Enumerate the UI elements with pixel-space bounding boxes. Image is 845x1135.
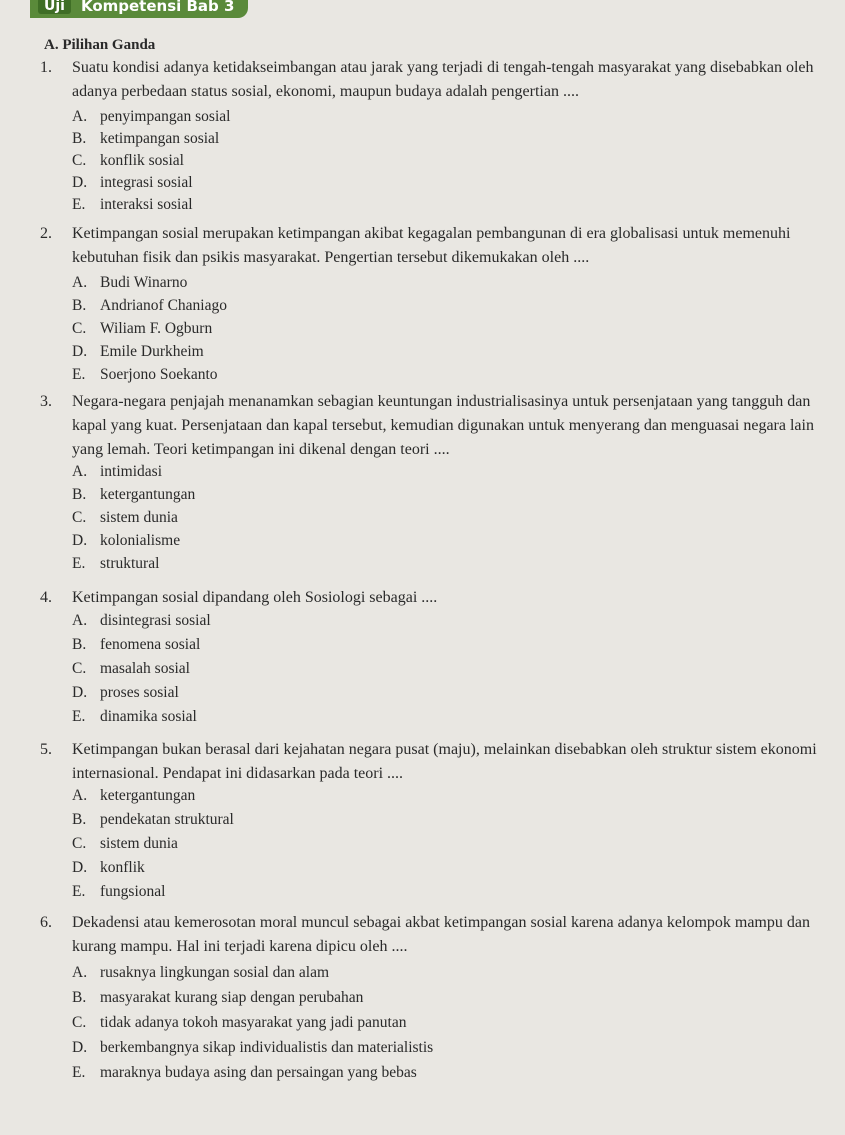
option-letter: B. (72, 636, 87, 653)
option-text: penyimpangan sosial (100, 108, 231, 125)
option-letter: A. (72, 964, 88, 981)
option-letter: A. (72, 787, 88, 804)
option-text: disintegrasi sosial (100, 612, 211, 629)
option-2a (72, 272, 187, 294)
option-5a (72, 785, 195, 807)
option-letter: E. (72, 366, 86, 383)
option-5d (72, 857, 145, 879)
option-1e (72, 194, 193, 216)
option-letter: B. (72, 130, 87, 147)
option-letter: C. (72, 509, 87, 526)
option-text: Budi Winarno (100, 274, 188, 291)
option-letter: E. (72, 196, 86, 213)
option-2e (72, 364, 218, 386)
question-text: Ketimpangan bukan berasal dari kejahatan negara pusat (maju), melainkan disebabkan oleh struktur sistem ekonomi internasional. Pendapat ini didasarkan pada teori .... (72, 741, 817, 782)
chapter-header (0, 0, 845, 22)
option-text: dinamika sosial (100, 708, 197, 725)
option-letter: D. (72, 343, 88, 360)
question-number: 5. (40, 741, 52, 758)
question-3 (40, 390, 825, 462)
option-text: berkembangnya sikap individualistis dan materialistis (100, 1039, 434, 1056)
option-letter: D. (72, 532, 88, 549)
option-1c (72, 150, 184, 172)
question-text: Ketimpangan sosial merupakan ketimpangan akibat kegagalan pembangunan di era globalisasi untuk memenuhi kebutuhan fisik dan psikis masyarakat. Pengertian tersebut dikemukakan oleh .... (72, 225, 791, 266)
option-text: struktural (100, 555, 160, 572)
option-2c (72, 318, 212, 340)
question-number: 3. (40, 393, 52, 410)
option-1a (72, 106, 230, 128)
option-letter: D. (72, 684, 88, 701)
option-letter: A. (72, 108, 88, 125)
option-1b (72, 128, 219, 150)
option-4c (72, 658, 190, 680)
option-letter: D. (72, 174, 88, 191)
option-text: pendekatan struktural (100, 811, 234, 828)
option-letter: C. (72, 660, 87, 677)
option-text: konflik sosial (100, 152, 184, 169)
option-text: maraknya budaya asing dan persaingan yang bebas (100, 1064, 417, 1081)
option-letter: A. (72, 463, 88, 480)
option-text: masyarakat kurang siap dengan perubahan (100, 989, 364, 1006)
question-6 (40, 911, 825, 959)
option-text: tidak adanya tokoh masyarakat yang jadi panutan (100, 1014, 407, 1031)
question-text: Ketimpangan sosial dipandang oleh Sosiologi sebagai .... (72, 589, 438, 606)
option-letter: E. (72, 883, 86, 900)
option-text: konflik (100, 859, 145, 876)
question-1 (40, 56, 825, 104)
option-text: Emile Durkheim (100, 343, 204, 360)
option-6e (72, 1062, 417, 1084)
option-letter: A. (72, 612, 88, 629)
option-text: ketergantungan (100, 787, 196, 804)
option-letter: E. (72, 708, 86, 725)
option-3b (72, 484, 195, 506)
option-text: proses sosial (100, 684, 179, 701)
option-text: intimidasi (100, 463, 162, 480)
option-text: rusaknya lingkungan sosial dan alam (100, 964, 330, 981)
option-letter: B. (72, 486, 87, 503)
option-letter: B. (72, 297, 87, 314)
section-title: A. Pilihan Ganda (44, 37, 156, 53)
option-6c (72, 1012, 406, 1034)
option-5b (72, 809, 234, 831)
option-text: masalah sosial (100, 660, 190, 677)
question-text: Negara-negara penjajah menanamkan sebagian keuntungan industrialisasinya untuk persenjataan yang tangguh dan kapal yang kuat. Persenjataan dan kapal tersebut, kemudian digunakan untuk menyerang dan menguasai negara lain yang lemah. Teori ketimpangan ini dikenal dengan teori .... (72, 393, 814, 458)
question-text: Dekadensi atau kemerosotan moral muncul sebagai akbat ketimpangan sosial karena adanya kelompok mampu dan kurang mampu. Hal ini terjadi karena dipicu oleh .... (72, 914, 810, 955)
option-1d (72, 172, 193, 194)
question-number: 2. (40, 225, 52, 242)
option-text: Wiliam F. Ogburn (100, 320, 213, 337)
option-6d (72, 1037, 433, 1059)
question-2 (40, 222, 825, 270)
option-letter: C. (72, 152, 87, 169)
option-text: sistem dunia (100, 509, 178, 526)
option-4a (72, 610, 211, 632)
option-3c (72, 507, 178, 529)
option-2d (72, 341, 204, 363)
option-letter: E. (72, 1064, 86, 1081)
option-letter: C. (72, 320, 87, 337)
option-letter: A. (72, 274, 88, 291)
option-5c (72, 833, 178, 855)
option-letter: B. (72, 811, 87, 828)
option-letter: D. (72, 859, 88, 876)
option-4d (72, 682, 179, 704)
option-text: fenomena sosial (100, 636, 201, 653)
question-number: 6. (40, 914, 52, 931)
question-number: 1. (40, 59, 52, 76)
option-6a (72, 962, 329, 984)
option-text: ketimpangan sosial (100, 130, 220, 147)
option-text: Soerjono Soekanto (100, 366, 218, 383)
option-2b (72, 295, 227, 317)
option-3a (72, 461, 162, 483)
option-6b (72, 987, 363, 1009)
question-number: 4. (40, 589, 52, 606)
option-text: fungsional (100, 883, 166, 900)
option-3e (72, 553, 159, 575)
option-5e (72, 881, 165, 903)
header-badge: Uji (38, 0, 71, 14)
header-title: Kompetensi Bab 3 (80, 0, 235, 15)
question-5 (40, 738, 825, 786)
option-text: kolonialisme (100, 532, 181, 549)
option-3d (72, 530, 180, 552)
option-letter: E. (72, 555, 86, 572)
option-text: sistem dunia (100, 835, 178, 852)
option-4b (72, 634, 200, 656)
option-4e (72, 706, 197, 728)
question-4 (40, 586, 825, 610)
option-letter: B. (72, 989, 87, 1006)
option-text: interaksi sosial (100, 196, 193, 213)
option-letter: C. (72, 835, 87, 852)
chapter-header-tab (30, 0, 248, 18)
option-text: ketergantungan (100, 486, 196, 503)
option-letter: C. (72, 1014, 87, 1031)
option-text: integrasi sosial (100, 174, 193, 191)
question-text: Suatu kondisi adanya ketidakseimbangan atau jarak yang terjadi di tengah-tengah masyarakat yang disebabkan oleh adanya perbedaan status sosial, ekonomi, maupun budaya adalah pengertian .... (72, 59, 814, 100)
option-letter: D. (72, 1039, 88, 1056)
option-text: Andrianof Chaniago (100, 297, 227, 314)
